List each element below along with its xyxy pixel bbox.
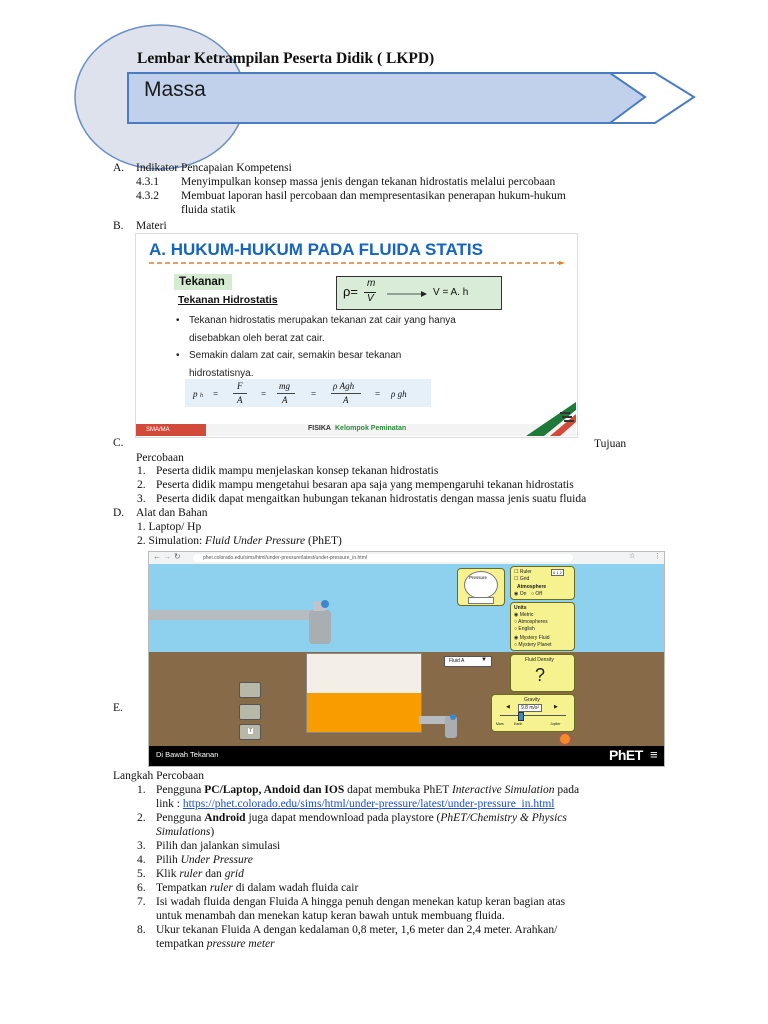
atmosphere-on-radio[interactable]: ◉ On: [514, 591, 527, 597]
dashed-divider: [149, 261, 569, 265]
step-text: Tempatkan ruler di dalam wadah fluida cair: [156, 882, 359, 894]
weight-block[interactable]: [239, 704, 261, 720]
pressure-formula: p h = F A = mg A = ρ Agh A = ρ gh: [185, 379, 431, 407]
star-icon[interactable]: ☆: [629, 553, 636, 560]
gravity-value: 9.8 m/s²: [518, 704, 542, 712]
tools-panel: [510, 566, 575, 600]
section-e-label: E.: [113, 702, 123, 714]
back-icon[interactable]: ←: [153, 552, 161, 561]
goal-num: 3.: [137, 493, 146, 505]
section-c-title-cont: Percobaan: [136, 452, 184, 464]
address-bar[interactable]: [193, 554, 573, 562]
step-num: 2.: [137, 812, 146, 824]
rho-symbol: ρ=: [343, 284, 358, 299]
step-text: Pilih Under Pressure: [156, 854, 253, 866]
material-item: 1. Laptop/ Hp: [137, 521, 202, 533]
unit-atmospheres-radio[interactable]: ○ Atmospheres: [514, 619, 548, 625]
chevron-down-icon: ▼: [481, 657, 487, 663]
fluid-a: [307, 693, 421, 732]
gravity-label: Gravity: [524, 697, 540, 703]
step-text: Simulations): [156, 826, 215, 838]
indicator-text: Membuat laporan hasil percobaan dan mempresentasikan penerapan hukum-hukum: [181, 190, 566, 202]
fluid-density-panel: [510, 654, 575, 692]
ruler-readout: 0 1 2: [553, 570, 562, 575]
bottom-faucet-icon[interactable]: [419, 712, 469, 744]
increase-icon[interactable]: ▶: [554, 704, 558, 710]
density-formula-box: [336, 276, 502, 310]
decrease-icon[interactable]: ◀: [506, 704, 510, 710]
indicator-text-cont: fluida statik: [181, 204, 236, 216]
gravity-panel: [491, 694, 575, 732]
step-num: 7.: [137, 896, 146, 908]
indicator-num: 4.3.2: [136, 190, 159, 202]
bullet-text: hidrostatisnya.: [189, 368, 254, 379]
unit-metric-radio[interactable]: ◉ Metric: [514, 612, 534, 618]
mystery-fluid-radio[interactable]: ◉ Mystery Fluid: [514, 635, 550, 641]
mystery-planet-radio[interactable]: ○ Mystery Planet: [514, 642, 552, 648]
forward-icon[interactable]: →: [163, 552, 171, 561]
footer-subject: FISIKA: [308, 425, 331, 432]
sim-title: Di Bawah Tekanan: [156, 750, 219, 759]
step-text: Pengguna PC/Laptop, Andoid dan IOS dapat membuka PhET Interactive Simulation pada: [156, 784, 580, 796]
header-graphic: [0, 0, 768, 170]
footer-badge: SMA/MA: [136, 424, 206, 436]
goal-text: Peserta didik dapat mengaitkan hubungan tekanan hidrostatis dengan massa jenis suatu fluida: [156, 493, 587, 505]
tekanan-heading: Tekanan: [174, 274, 232, 290]
step-text: Pilih dan jalankan simulasi: [156, 840, 281, 852]
step-num: 3.: [137, 840, 146, 852]
ruler-checkbox[interactable]: ☐ Ruler: [514, 569, 532, 575]
step-num: 4.: [137, 854, 146, 866]
section-a-title: Indikator Pencapaian Kompetensi: [136, 162, 292, 174]
menu-icon[interactable]: ⋮: [654, 553, 661, 560]
gravity-slider-thumb[interactable]: [518, 712, 524, 721]
indicator-text: Menyimpulkan konsep massa jenis dengan tekanan hidrostatis melalui percobaan: [181, 176, 556, 188]
bullet-marker: •: [176, 350, 180, 361]
goal-num: 2.: [137, 479, 146, 491]
step-num: 1.: [137, 784, 146, 796]
step-text: tempatkan pressure meter: [156, 938, 275, 950]
units-panel: [510, 602, 575, 651]
step-text: Klik ruler dan grid: [156, 868, 244, 880]
goal-text: Peserta didik mampu menjelaskan konsep tekanan hidrostatis: [156, 465, 439, 477]
gravity-tick: Mars: [496, 722, 504, 726]
weight-block[interactable]: [239, 724, 261, 740]
section-a-label: A.: [113, 162, 125, 174]
decoration-stripes: [526, 402, 576, 436]
section-d-title: Alat dan Bahan: [136, 507, 208, 519]
gravity-tick: Jupiter: [550, 722, 561, 726]
material-item: 2. Simulation: Fluid Under Pressure (PhET): [137, 535, 342, 547]
step-text: Isi wadah fluida dengan Fluida A hingga penuh dengan menekan katup keran bagian atas: [156, 896, 566, 908]
step-num: 5.: [137, 868, 146, 880]
rho-numerator: m: [367, 278, 376, 289]
topic-title: Massa: [144, 78, 206, 101]
goal-text: Peserta didik mampu mengetahui besaran apa saja yang mempengaruhi tekanan hidrostatis: [156, 479, 574, 491]
bullet-text: disebabkan oleh berat zat cair.: [189, 333, 325, 344]
gravity-slider-track[interactable]: [500, 715, 566, 716]
bullet-marker: •: [176, 315, 180, 326]
step-text: Ukur tekanan Fluida A dengan kedalaman 0,8 meter, 1,6 meter dan 2,4 meter. Arahkan/: [156, 924, 558, 936]
phet-link[interactable]: https://phet.colorado.edu/sims/html/under-pressure/latest/under-pressure_in.html: [182, 798, 555, 810]
tekanan-hidrostatis-heading: Tekanan Hidrostatis: [178, 294, 278, 306]
url-text: phet.colorado.edu/sims/html/under-pressure/latest/under-pressure_in.html: [203, 555, 367, 561]
step-text: untuk menambah dan menekan katup keran bawah untuk membuang fluida.: [156, 910, 505, 922]
top-faucet-icon[interactable]: [149, 597, 339, 647]
reload-icon[interactable]: ↻: [174, 552, 181, 561]
materi-title: A. HUKUM-HUKUM PADA FLUIDA STATIS: [149, 240, 483, 259]
fluid-select[interactable]: [444, 656, 492, 667]
units-label: Units: [514, 605, 527, 611]
section-b-label: B.: [113, 220, 124, 232]
section-c-label: C.: [113, 437, 124, 449]
reset-icon[interactable]: [559, 733, 571, 745]
pressure-gauge[interactable]: [457, 568, 505, 606]
section-d-label: D.: [113, 507, 125, 519]
gravity-tick: Earth: [514, 722, 523, 726]
step-text: Pengguna Android juga dapat mendownload pada playstore (PhET/Chemistry & Physics: [156, 812, 567, 824]
rho-denominator: V: [367, 293, 374, 304]
atmosphere-off-radio[interactable]: ○ Off: [531, 591, 542, 597]
phet-logo: PhET: [609, 747, 643, 763]
section-b-title: Materi: [136, 220, 167, 232]
footer-group: Kelompok Peminatan: [335, 425, 407, 432]
bullet-text: Tekanan hidrostatis merupakan tekanan zat cair yang hanya: [189, 315, 456, 326]
pressure-label: Pressure: [469, 575, 488, 580]
fluid-density-value: ?: [535, 665, 546, 685]
step-num: 6.: [137, 882, 146, 894]
volume-formula: V = A. h: [433, 287, 469, 298]
unit-english-radio[interactable]: ○ English: [514, 626, 535, 632]
materi-footer: [136, 424, 576, 436]
sim-footer: [149, 746, 664, 766]
page-title: Lembar Ketrampilan Peserta Didik ( LKPD): [137, 50, 435, 67]
fluid-select-value: Fluid A: [449, 658, 465, 664]
arrow-icon: [387, 291, 427, 297]
grid-checkbox[interactable]: ☐ Grid: [514, 576, 530, 582]
materi-image: [135, 233, 578, 438]
phet-screenshot: [148, 551, 665, 767]
atmosphere-label: Atmosphere: [517, 584, 547, 590]
bullet-text: Semakin dalam zat cair, semakin besar tekanan: [189, 350, 402, 361]
goal-num: 1.: [137, 465, 146, 477]
step-num: 8.: [137, 924, 146, 936]
section-c-title: Tujuan: [594, 438, 627, 450]
hamburger-menu-icon[interactable]: ≡: [650, 747, 658, 762]
section-e-title: Langkah Percobaan: [113, 770, 205, 782]
weight-block[interactable]: [239, 682, 261, 698]
fluid-tank: [306, 653, 422, 733]
fluid-density-label: Fluid Density: [525, 657, 554, 663]
indicator-num: 4.3.1: [136, 176, 159, 188]
step-text: link : https://phet.colorado.edu/sims/html/under-pressure/latest/under-pressure_in.html: [156, 798, 555, 810]
weight-value: 7: [249, 728, 252, 734]
